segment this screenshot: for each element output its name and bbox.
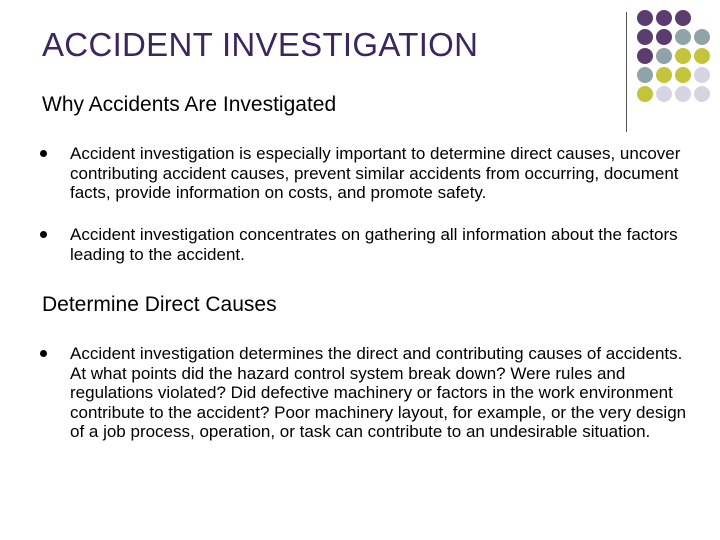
slide-title: ACCIDENT INVESTIGATION — [42, 26, 479, 63]
decorative-dot — [694, 67, 710, 83]
decorative-dot — [637, 10, 653, 26]
decorative-dot — [675, 10, 691, 26]
decorative-dot — [656, 29, 672, 45]
bullet-dot-icon — [40, 350, 47, 357]
decorative-dot — [675, 29, 691, 45]
bullet-item — [70, 344, 695, 442]
decorative-dot — [637, 67, 653, 83]
bullet-text: Accident investigation determines the direct and contributing causes of accidents. At what points did the hazard control system break down? Were rules and regulations violated? Did defective machinery or factors in the work environment contribute to the accident? Poor machinery layout, for example, or the very design of a job process, operation, or task can contribute to an undesirable situation. — [70, 344, 687, 441]
bullet-item — [70, 144, 695, 203]
bullet-text: Accident investigation concentrates on gathering all information about the factors leading to the accident. — [70, 225, 678, 264]
decorative-dot — [656, 67, 672, 83]
section-heading-direct-causes: Determine Direct Causes — [42, 293, 277, 316]
bullet-dot-icon — [40, 150, 47, 157]
decorative-dot — [656, 48, 672, 64]
decorative-dot — [637, 48, 653, 64]
decorative-dot — [675, 67, 691, 83]
decorative-dot — [637, 86, 653, 102]
decorative-dot — [694, 86, 710, 102]
decorative-dot-grid — [0, 0, 720, 140]
bullet-text: Accident investigation is especially important to determine direct causes, uncover contributing accident causes, prevent similar accidents from occurring, document facts, provide information on costs, and promote safety. — [70, 144, 681, 202]
decorative-dot — [656, 10, 672, 26]
decorative-dot — [637, 29, 653, 45]
bullet-dot-icon — [40, 231, 47, 238]
divider-line — [626, 12, 627, 132]
decorative-dot — [675, 86, 691, 102]
bullet-item — [70, 225, 695, 264]
decorative-dot — [675, 48, 691, 64]
section-heading-why: Why Accidents Are Investigated — [42, 93, 337, 116]
decorative-dot — [656, 86, 672, 102]
decorative-dot — [694, 29, 710, 45]
decorative-dot — [694, 48, 710, 64]
